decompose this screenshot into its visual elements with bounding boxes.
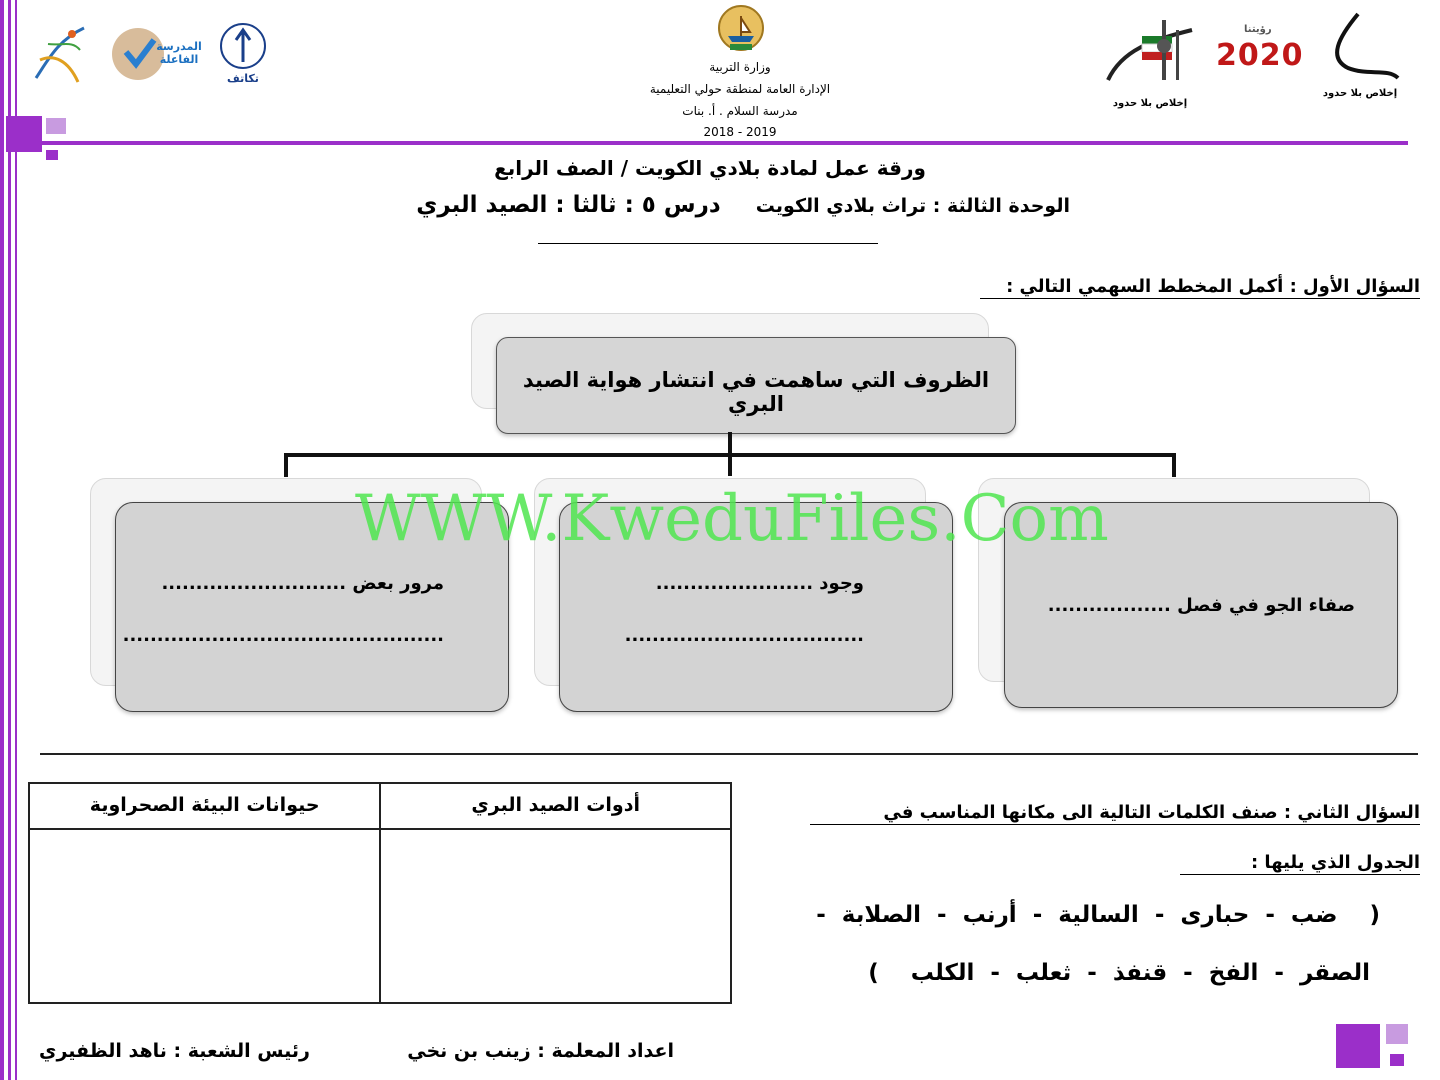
header-year: 2018 - 2019 xyxy=(703,125,777,139)
watermark: WWW.KweduFiles.Com xyxy=(355,482,1109,556)
header-rule xyxy=(40,141,1408,145)
classification-table xyxy=(28,782,732,1004)
table-cell-tools[interactable] xyxy=(380,829,731,1003)
decor-square-bottom-right-small xyxy=(1386,1024,1408,1044)
kuwait-emblem-icon xyxy=(716,2,766,56)
section-divider xyxy=(40,753,1418,755)
lesson-line xyxy=(340,192,1070,218)
box-middle-line2: ................................... xyxy=(624,625,864,646)
table-header-animals: حيوانات البيئة الصحراوية xyxy=(29,783,380,829)
decor-square-bottom-right-tiny xyxy=(1390,1054,1404,1066)
header-school: مدرسة السلام . أ. بنات xyxy=(682,104,798,118)
connector-left xyxy=(284,453,288,477)
q2-words-line1: ( ضب - حبارى - السالية - أرنب - الصلابة - xyxy=(816,902,1380,928)
main-box xyxy=(496,337,1016,434)
decor-square-top-left-small xyxy=(46,118,66,134)
box-left-line1: مرور بعض ........................... xyxy=(161,573,444,594)
left-border-bar xyxy=(0,0,4,1080)
table-header-tools: أدوات الصيد البري xyxy=(380,783,731,829)
header-directorate: الإدارة العامة لمنطقة حولي التعليمية xyxy=(649,82,831,96)
vision-2020-logo xyxy=(1214,26,1304,82)
q2-prompt-line1: السؤال الثاني : صنف الكلمات التالية الى مكانها المناسب في xyxy=(810,802,1420,825)
connector-right xyxy=(1172,453,1176,477)
left-border-bar-2 xyxy=(8,0,11,1080)
effective-school-title: المدرسة الفاعلة xyxy=(156,40,202,66)
box-right-line1: صفاء الجو في فصل .................. xyxy=(1047,595,1355,616)
effective-school-logo xyxy=(110,22,200,86)
decor-square-top-left xyxy=(6,116,42,152)
q2-words-line2: الصقر - الفخ - قنفذ - ثعلب - الكلب ) xyxy=(868,960,1370,986)
worksheet-title: ورقة عمل لمادة بلادي الكويت / الصف الرابع xyxy=(494,156,926,180)
school-logo-kuwait-towers xyxy=(1102,10,1198,114)
sport-logo xyxy=(28,20,92,92)
box-left-line2: ............................................... xyxy=(122,625,444,646)
lesson-title: درس ٥ : ثالثا : الصيد البري xyxy=(416,192,721,218)
left-border-bar-3 xyxy=(15,0,17,1080)
vision-title: رؤيتنا xyxy=(1244,24,1272,35)
q2-prompt-line2: الجدول الذي يليها : xyxy=(1180,852,1420,875)
signature-logo-caption: إخلاص بلا حدود xyxy=(1322,88,1398,99)
takatof-logo xyxy=(214,22,272,94)
title-underline xyxy=(538,243,878,244)
school-logo-signature xyxy=(1318,8,1402,104)
decor-square-top-left-tiny xyxy=(46,150,58,160)
main-box-text: الظروف التي ساهمت في انتشار هواية الصيد البري xyxy=(522,368,990,416)
header-ministry: وزارة التربية xyxy=(709,60,771,74)
unit-title: الوحدة الثالثة : تراث بلادي الكويت xyxy=(755,195,1070,217)
decor-square-bottom-right xyxy=(1336,1024,1380,1068)
vision-number: 2020 xyxy=(1216,38,1304,73)
footer-teacher: اعداد المعلمة : زينب بن نخي xyxy=(407,1040,674,1062)
q1-prompt: السؤال الأول : أكمل المخطط السهمي التالي : xyxy=(980,276,1420,299)
footer-head: رئيس الشعبة : ناهد الظفيري xyxy=(39,1040,310,1062)
school-logo-caption: إخلاص بلا حدود xyxy=(1112,98,1188,109)
table-cell-animals[interactable] xyxy=(29,829,380,1003)
takatof-title: تكاتف xyxy=(227,72,259,85)
box-middle-line1: وجود ....................... xyxy=(655,573,864,594)
connector-horizontal xyxy=(284,453,1176,457)
